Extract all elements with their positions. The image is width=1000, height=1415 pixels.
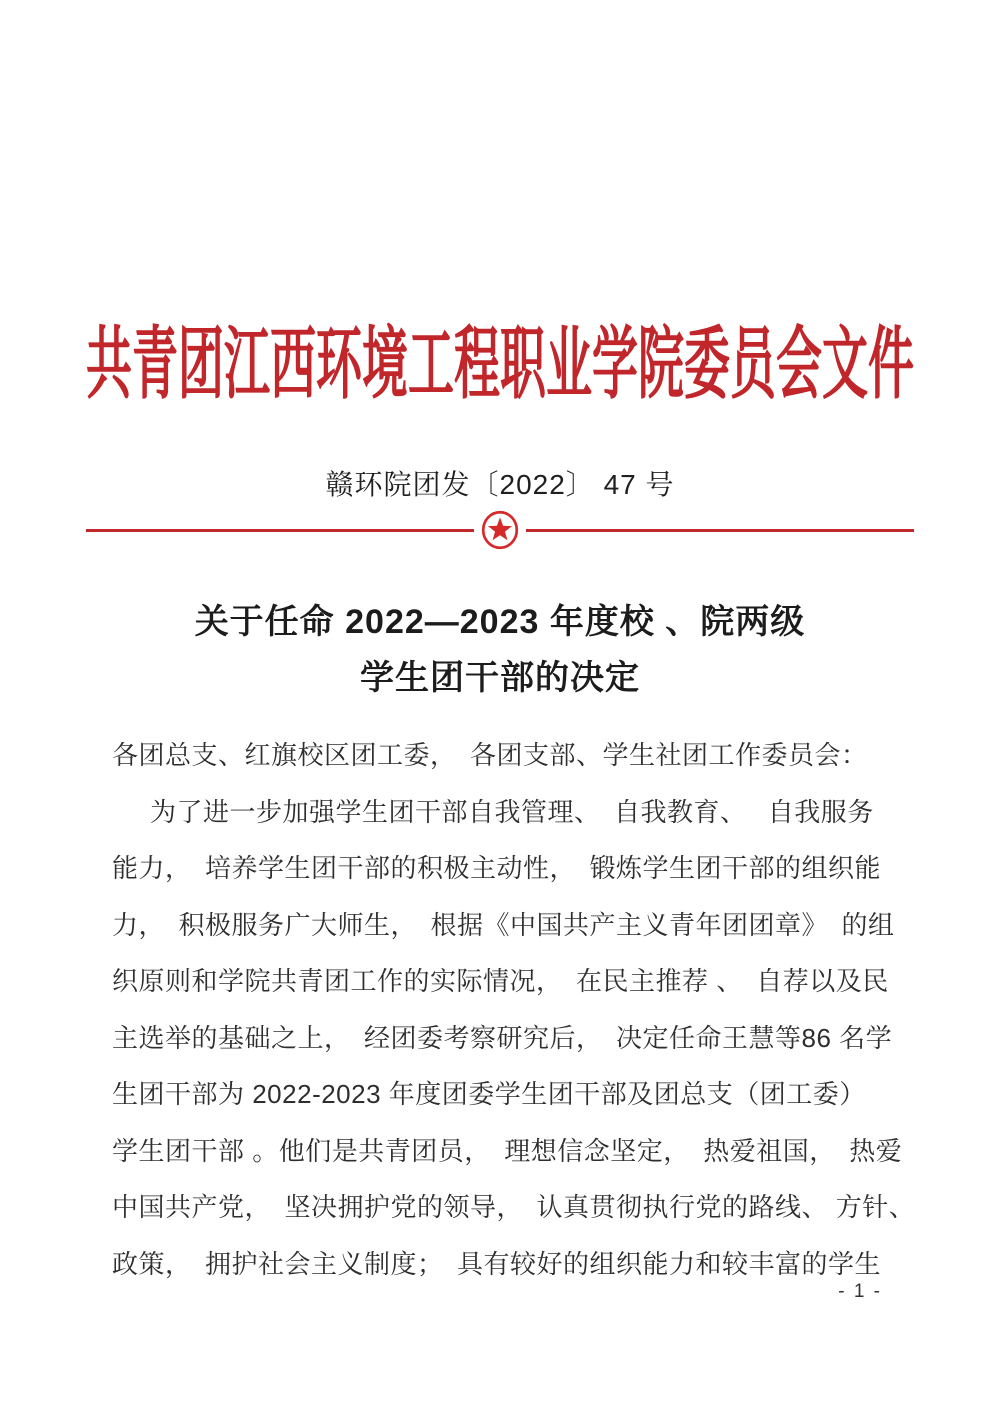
red-rule-left: [86, 529, 474, 532]
body-line: 主选举的基础之上， 经团委考察研究后， 决定任命王慧等86 名学: [112, 1022, 893, 1053]
body-line: 学生团干部 。他们是共青团员， 理想信念坚定， 热爱祖国， 热爱: [112, 1135, 903, 1166]
body-line: 中国共产党， 坚决拥护党的领导， 认真贯彻执行党的路线、 方针、: [112, 1192, 916, 1222]
body-line: 能力， 培养学生团干部的积极主动性， 锻炼学生团干部的组织能: [112, 853, 882, 883]
salutation-line: 各团总支、红旗校区团工委， 各团支部、学生社团工作委员会：: [112, 740, 868, 770]
document-title: [0, 594, 1000, 706]
body-line: 生团干部为 2022-2023 年度团委学生团干部及团总支（团工委）: [112, 1079, 866, 1109]
body-line: 织原则和学院共青团工作的实际情况， 在民主推荐 、 自荐以及民: [112, 966, 889, 996]
letterhead-title: 共青团江西环境工程职业学院委员会文件: [86, 320, 914, 408]
body-line: 为了进一步加强学生团干部自我管理、 自我教育、 自我服务: [150, 796, 874, 827]
star-in-circle-icon: [481, 510, 519, 550]
document-body: [112, 727, 916, 1292]
letterhead: [0, 320, 1000, 408]
body-line: 力， 积极服务广大师生， 根据《中国共产主义青年团团章》 的组: [112, 909, 895, 940]
document-title-line1: 关于任命 2022—2023 年度校 、院两级: [194, 603, 806, 641]
body-line: 政策， 拥护社会主义制度； 具有较好的组织能力和较丰富的学生: [112, 1248, 882, 1279]
page-number: - 1 -: [838, 1281, 882, 1302]
document-title-line2: 学生团干部的决定: [360, 659, 640, 697]
red-divider-rule: [86, 511, 914, 549]
document-number: 赣环院团发〔2022〕 47 号: [325, 469, 675, 500]
red-rule-right: [526, 529, 914, 532]
